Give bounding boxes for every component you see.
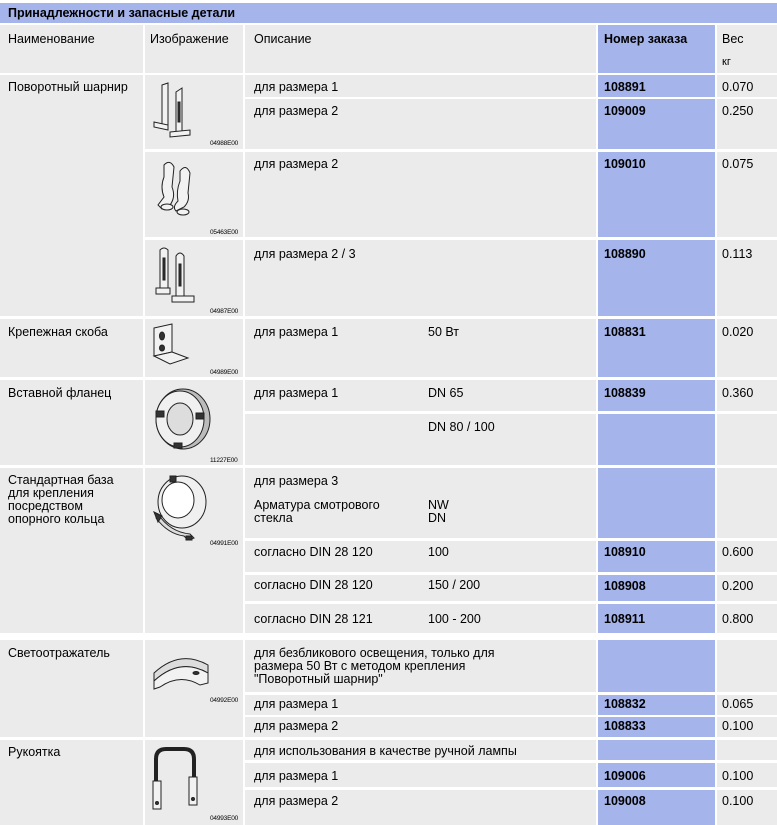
swivel-row2-order[interactable]: 109009 — [604, 104, 646, 118]
handle-intro-order-cell — [598, 740, 715, 760]
base-row2-order[interactable]: 108908 — [604, 579, 646, 593]
base-row1-weight: 0.600 — [722, 545, 754, 559]
header-weight-unit: кг — [722, 56, 731, 68]
swivel-joint-image-1 — [150, 80, 210, 142]
header-image: Изображение — [150, 32, 229, 46]
base-row1-order[interactable]: 108910 — [604, 545, 646, 559]
flange-row1-desc: для размера 1 — [254, 386, 339, 400]
flange-name: Вставной фланец — [8, 386, 112, 400]
swivel-img3-code: 04987E00 — [210, 308, 239, 315]
base-row2-spec: 150 / 200 — [428, 578, 481, 592]
bracket-row1-order[interactable]: 108831 — [604, 325, 646, 339]
base-row2-weight: 0.200 — [722, 579, 754, 593]
handle-row2-order[interactable]: 109008 — [604, 794, 646, 808]
flange-row2-spec: DN 80 / 100 — [428, 420, 495, 434]
reflector-row1-order[interactable]: 108832 — [604, 697, 646, 711]
insert-flange-image — [150, 383, 212, 453]
handle-row1-weight: 0.100 — [722, 769, 754, 783]
handle-image — [150, 743, 200, 813]
swivel-img1-code: 04988E00 — [210, 140, 239, 147]
bracket-row1-desc: для размера 1 — [254, 325, 339, 339]
reflector-name: Светоотражатель — [8, 646, 110, 660]
flange-img-code: 11227E00 — [210, 457, 238, 464]
base-row2-desc: согласно DIN 28 120 — [254, 578, 373, 592]
reflector-row1-desc: для размера 1 — [254, 697, 339, 711]
base-row3-order[interactable]: 108911 — [604, 612, 646, 626]
base-row1-desc: согласно DIN 28 120 — [254, 545, 373, 559]
reflector-img-code: 04992E00 — [210, 697, 239, 704]
base-img-code: 04991E00 — [210, 540, 239, 547]
bracket-name: Крепежная скоба — [8, 325, 108, 339]
bracket-row1-weight: 0.020 — [722, 325, 754, 339]
base-fitting-spec: NW DN — [428, 498, 449, 525]
base-fitting-label: Арматура смотрового стекла — [254, 498, 380, 525]
page-title: Принадлежности и запасные детали — [8, 6, 236, 20]
swivel-row1-desc: для размера 1 — [254, 80, 339, 94]
reflector-image — [150, 643, 212, 695]
handle-intro: для использования в качестве ручной лампы — [254, 744, 517, 758]
swivel-row1-order[interactable]: 108891 — [604, 80, 646, 94]
base-intro-weight-cell — [717, 468, 777, 538]
handle-row1-order[interactable]: 109006 — [604, 769, 646, 783]
flange-row2-order-cell — [598, 414, 715, 465]
swivel-img2-code: 05463E00 — [210, 229, 239, 236]
handle-row2-desc: для размера 2 — [254, 794, 339, 808]
base-name: Стандартная база для крепления посредством опорного кольца — [8, 473, 114, 526]
swivel-row4-weight: 0.113 — [722, 247, 753, 261]
swivel-row1-weight: 0.070 — [722, 80, 754, 94]
base-row3-weight: 0.800 — [722, 612, 754, 626]
swivel-row4-desc: для размера 2 / 3 — [254, 247, 356, 261]
base-row1-spec: 100 — [428, 545, 449, 559]
swivel-row2-desc: для размера 2 — [254, 104, 339, 118]
base-row3-desc: согласно DIN 28 121 — [254, 612, 373, 626]
swivel-joint-image-2 — [150, 157, 210, 223]
handle-row2-weight: 0.100 — [722, 794, 754, 808]
swivel-row4-order[interactable]: 108890 — [604, 247, 646, 261]
reflector-intro: для безбликового освещения, только для размера 50 Вт с методом крепления "Поворотный шарнир" — [254, 646, 495, 686]
reflector-row2-weight: 0.100 — [722, 719, 754, 733]
flange-row2-desc-cell — [245, 414, 596, 465]
swivel-name-cell — [0, 75, 143, 316]
swivel-row3-order[interactable]: 109010 — [604, 157, 646, 171]
flange-row1-order[interactable]: 108839 — [604, 386, 646, 400]
header-order: Номер заказа — [604, 32, 688, 46]
flange-row1-spec: DN 65 — [428, 386, 464, 400]
reflector-row2-desc: для размера 2 — [254, 719, 339, 733]
base-intro-order-cell — [598, 468, 715, 538]
header-name: Наименование — [8, 32, 95, 46]
flange-row1-weight: 0.360 — [722, 386, 754, 400]
handle-row1-desc: для размера 1 — [254, 769, 339, 783]
handle-img-code: 04993E00 — [210, 815, 239, 822]
handle-intro-weight-cell — [717, 740, 777, 760]
reflector-row2-order[interactable]: 108833 — [604, 719, 646, 733]
standard-base-image — [150, 472, 212, 542]
swivel-name: Поворотный шарнир — [8, 80, 128, 94]
base-intro: для размера 3 — [254, 474, 339, 488]
header-weight: Вес — [722, 32, 744, 46]
handle-name: Рукоятка — [8, 745, 61, 759]
header-description: Описание — [254, 32, 312, 46]
reflector-row1-weight: 0.065 — [722, 697, 754, 711]
swivel-row3-weight: 0.075 — [722, 157, 754, 171]
reflector-intro-weight-cell — [717, 640, 777, 692]
bracket-img-code: 04989E00 — [210, 369, 239, 376]
swivel-row3-desc: для размера 2 — [254, 157, 339, 171]
flange-row2-weight-cell — [717, 414, 777, 465]
bracket-row1-spec: 50 Вт — [428, 325, 460, 339]
mounting-bracket-image — [150, 322, 194, 366]
reflector-intro-order-cell — [598, 640, 715, 692]
swivel-row2-weight: 0.250 — [722, 104, 754, 118]
base-row3-spec: 100 - 200 — [428, 612, 481, 626]
swivel-joint-image-3 — [150, 244, 210, 306]
